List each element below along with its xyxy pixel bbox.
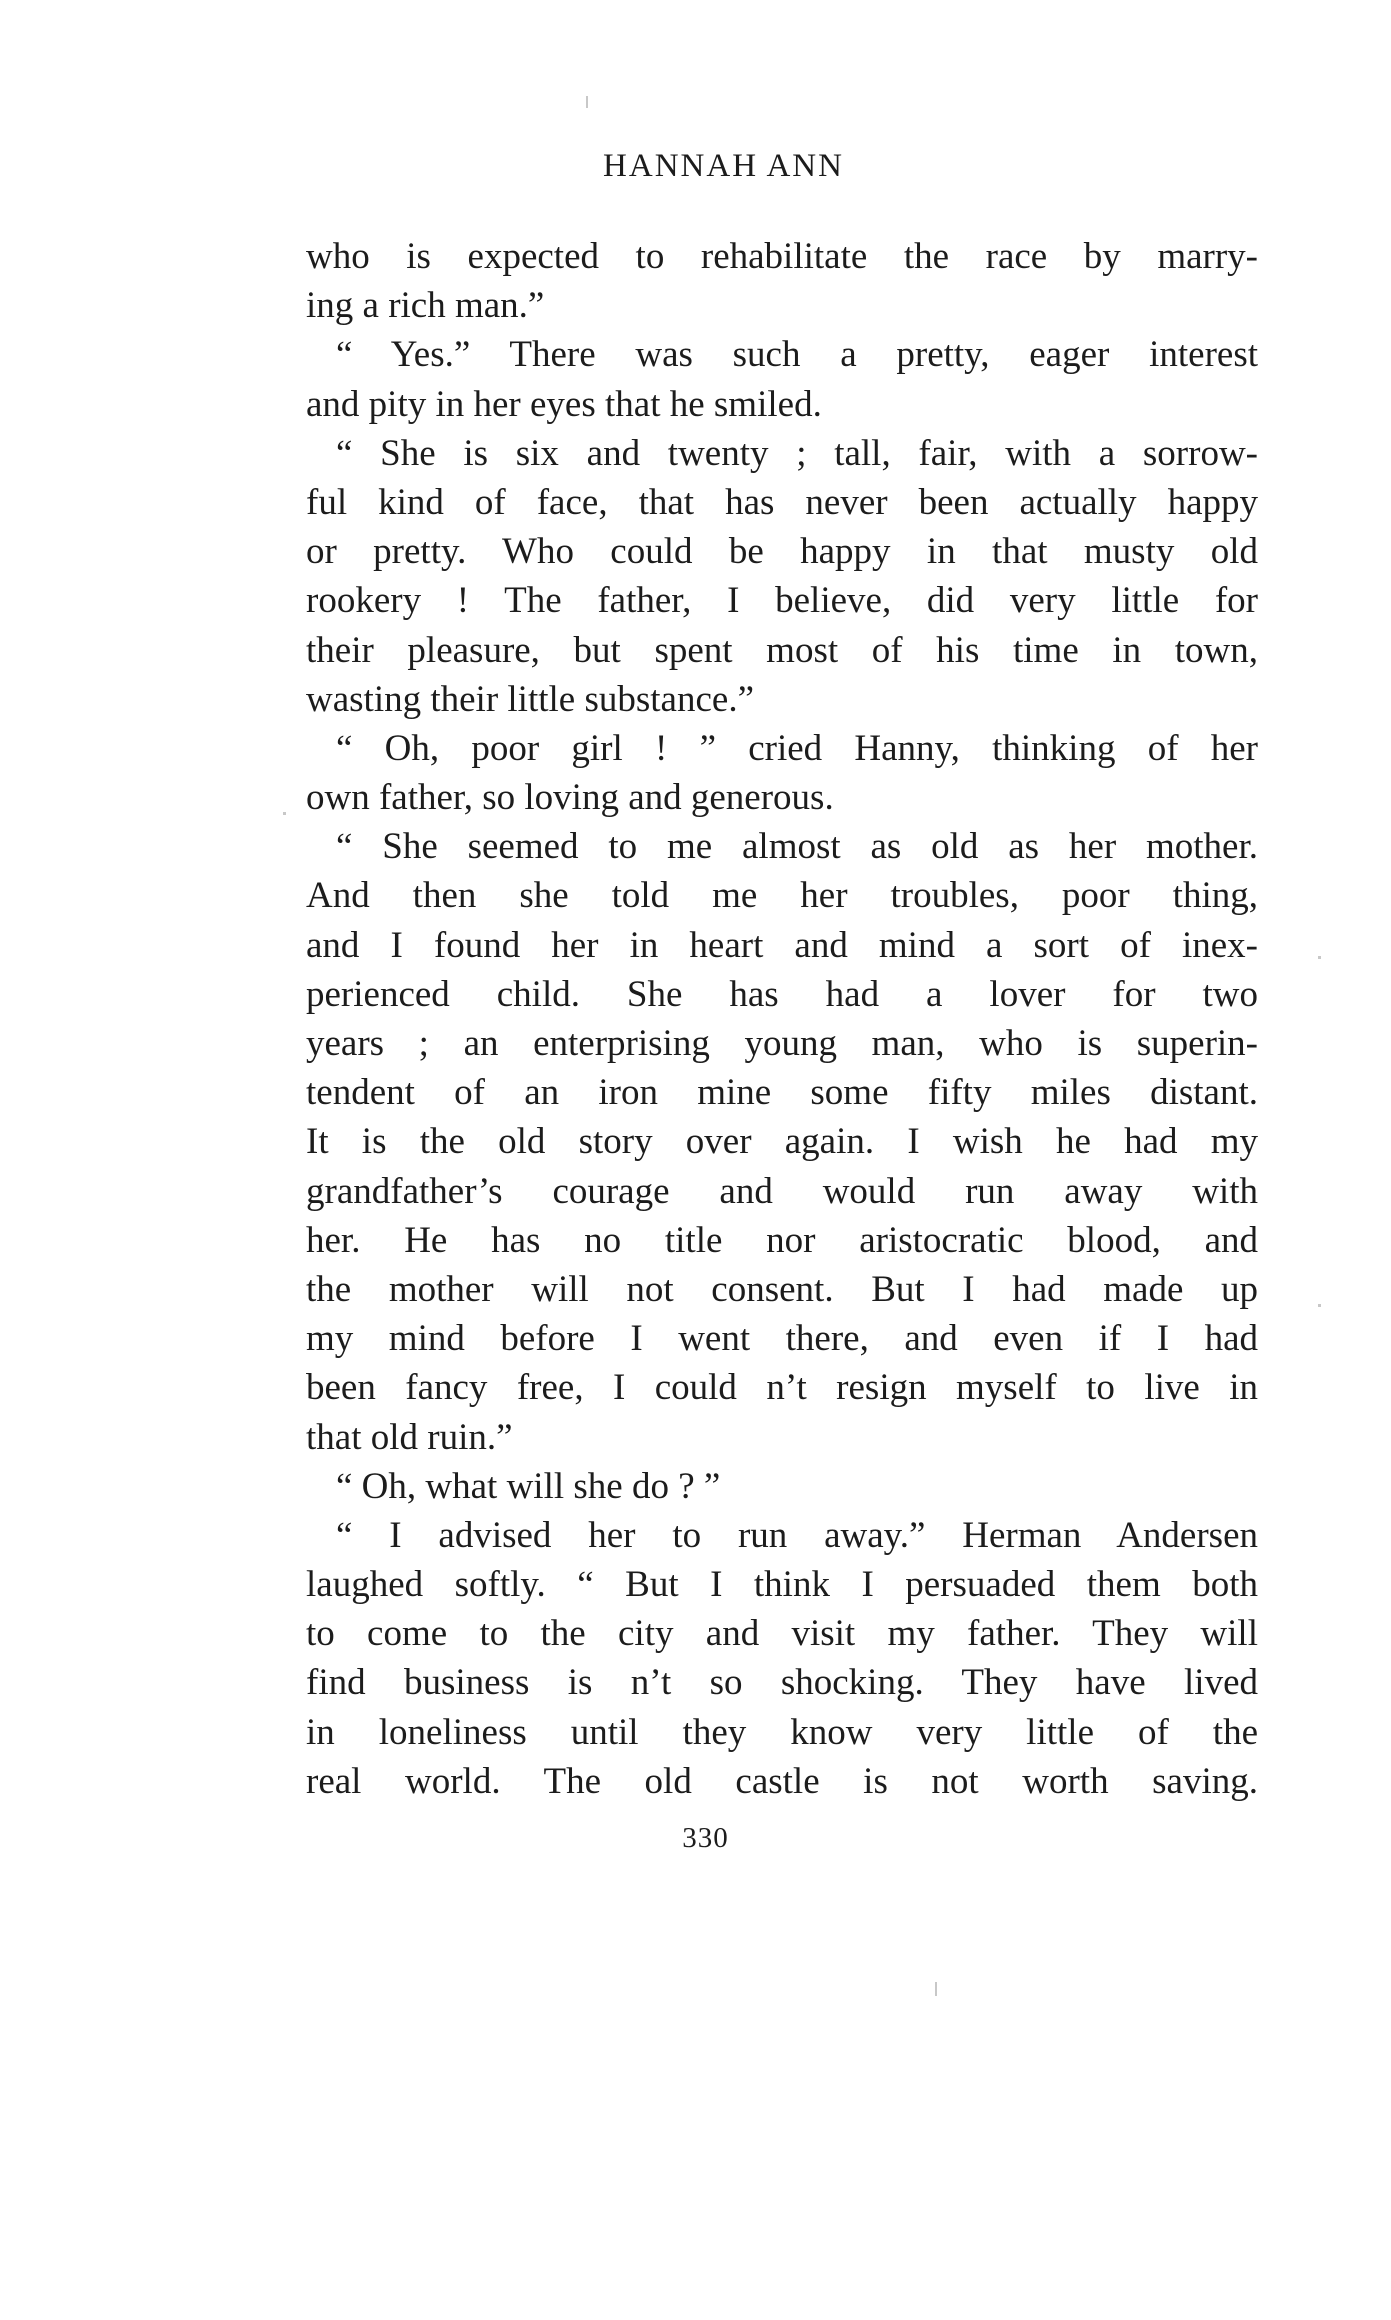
running-head: HANNAH ANN (603, 148, 844, 184)
scan-speck (586, 96, 588, 108)
text-line: perienced child. She has had a lover for two (306, 973, 1258, 1015)
text-line: tendent of an iron mine some fifty miles distant. (306, 1072, 1258, 1114)
text-line: in loneliness until they know very little of the (306, 1711, 1258, 1753)
text-line: or pretty. Who could be happy in that musty old (306, 531, 1258, 573)
text-line: their pleasure, but spent most of his time in town, (306, 629, 1258, 671)
text-line: “ Yes.” There was such a pretty, eager interest (336, 334, 1258, 376)
text-line: find business is n’t so shocking. They have lived (306, 1662, 1258, 1704)
text-line: years ; an enterprising young man, who is superin- (306, 1023, 1258, 1064)
text-line: And then she told me her troubles, poor thing, (306, 875, 1258, 917)
scan-speck (1318, 1304, 1321, 1307)
text-line: the mother will not consent. But I had made up (306, 1268, 1258, 1310)
text-line: own father, so loving and generous. (306, 777, 834, 819)
text-line: “ She seemed to me almost as old as her mother. (336, 826, 1258, 868)
text-line: that old ruin.” (306, 1416, 513, 1458)
scan-speck (283, 812, 286, 815)
text-line: who is expected to rehabilitate the race by marry- (306, 236, 1258, 277)
text-line: “ I advised her to run away.” Herman Andersen (336, 1514, 1258, 1556)
body-text (306, 232, 1258, 1806)
text-line: grandfather’s courage and would run away with (306, 1170, 1258, 1212)
scan-speck (1318, 956, 1321, 959)
text-line: been fancy free, I could n’t resign myself to live in (306, 1367, 1258, 1409)
text-line: and pity in her eyes that he smiled. (306, 383, 822, 425)
text-line: “ Oh, poor girl ! ” cried Hanny, thinking of her (336, 727, 1258, 769)
text-line: rookery ! The father, I believe, did very little for (306, 580, 1258, 622)
text-line: my mind before I went there, and even if I had (306, 1318, 1258, 1360)
text-line: laughed softly. “ But I think I persuaded them both (306, 1564, 1258, 1606)
text-line: ing a rich man.” (306, 285, 545, 327)
text-line: “ She is six and twenty ; tall, fair, with a sorrow- (336, 432, 1258, 474)
text-line: wasting their little substance.” (306, 678, 754, 720)
text-line: her. He has no title nor aristocratic blood, and (306, 1219, 1258, 1261)
page-number: 330 (682, 1822, 729, 1854)
text-line: to come to the city and visit my father. They will (306, 1613, 1258, 1655)
text-line: It is the old story over again. I wish he had my (306, 1121, 1258, 1163)
text-line: “ Oh, what will she do ? ” (336, 1465, 721, 1507)
text-line: ful kind of face, that has never been actually happy (306, 481, 1258, 523)
text-line: and I found her in heart and mind a sort of inex- (306, 924, 1258, 966)
scan-speck (935, 1982, 937, 1996)
text-line: real world. The old castle is not worth saving. (306, 1760, 1258, 1802)
